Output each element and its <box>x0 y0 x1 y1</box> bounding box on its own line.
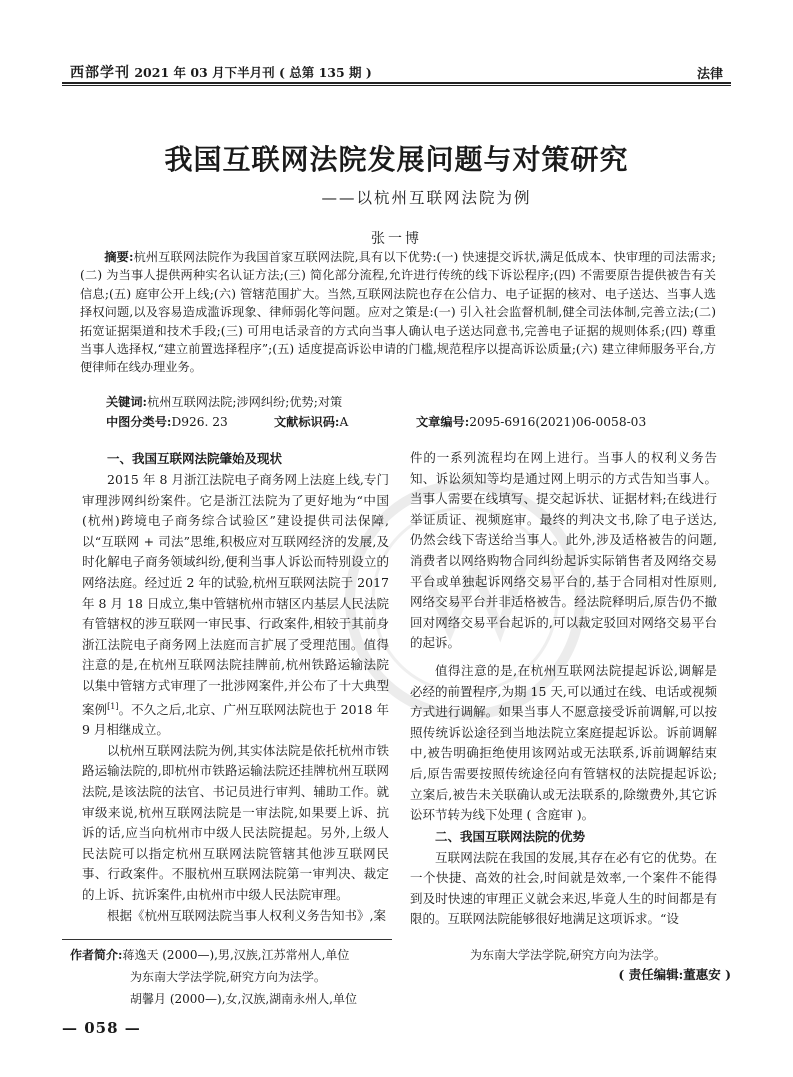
paragraph: 以杭州互联网法院为例,其实体法院是依托杭州市铁路运输法院的,即杭州市铁路运输法院还挂牌杭州互联网法院,是该法院的法官、书记员进行审判、辅助工作。就审级来说,杭州互联网法院是一审法院,如果要上诉、抗诉的话,应当向杭州市中级人民法院提起。另外,上级人民法院可以指定杭州互联网法院管辖其他涉互联网民事、行政案件。不服杭州互联网法院第一审判决、裁定的上诉、抗诉案件,由杭州市中级人民法院审理。 <box>82 742 389 903</box>
keywords-label: 关键词: <box>106 395 148 409</box>
issue-info: 2021 年 03 月下半月刊 ( 总第 135 期 ) <box>134 65 372 80</box>
footnote-rule <box>62 939 392 940</box>
section-label: 法律 <box>696 67 723 82</box>
body-column-left <box>82 448 389 926</box>
keywords <box>106 393 716 410</box>
paragraph-continued: 件的一系列流程均在网上进行。当事人的权利义务告知、诉讼须知等均是通过网上明示的方式告知当事人。当事人需要在线填写、提交起诉状、证据材料;在线进行举证质证、视频庭审。最终的判决文书,除了电子送达,仍然会线下寄送给当事人。此外,涉及适格被告的问题,消费者以网络购物合同纠纷起诉实际销售者及网络交易平台或单独起诉网络交易平台的,基于合同相对性原则,网络交易平台并非适格被告。经法院释明后,原告仍不撤回对网络交易平台起诉的,可以裁定驳回对网络交易平台的起诉。 <box>410 450 717 651</box>
paragraph: 值得注意的是,在杭州互联网法院提起诉讼,调解是必经的前置程序,为期 15 天,可以通过在线、电话或视频方式进行调解。如果当事人不愿意接受诉前调解,可以按照传统诉讼途径到当地法院立案庭提起诉讼。诉前调解中,被告明确拒绝使用该网站或无法联系,诉前调解结束后,原告需要按照传统途径向有管辖权的法院提起诉讼;立案后,被告未关联确认或无法联系的,除缴费外,其它诉讼环节转为线下处理 ( 含庭审 )。 <box>410 662 717 823</box>
body-column-right <box>410 448 717 930</box>
footnote-author1-line2: 为东南大学法学院,研究方向为法学。 <box>130 970 326 984</box>
journal-name: 西部学刊 <box>70 65 130 81</box>
paragraph: 2015 年 8 月浙江法院电子商务网上法庭上线,专门审理涉网纠纷案件。它是浙江法院为了更好地为“中国(杭州)跨境电子商务综合试验区”建设提供司法保障,以“互联网 + 司法”思维,积极应对互联网经济的发展,及时化解电子商务领域纠纷,便利当事人诉讼而特别设立的网络法庭。经过近 2 年的试验,杭州互联网法院于 2017 年 8 月 18 日成立,集中管辖杭州市辖区内基层人民法院有管辖权的涉互联网一审民事、行政案件,相较于其前身浙江法院电子商务网上法庭而言扩展了受理范围。值得注意的是,在杭州互联网法院挂牌前,杭州铁路运输法院以集中管辖方式审理了一批涉网案件,并公布了十大典型案例[1]。不久之后,北京、广州互联网法院也于 2018 年 9 月相继成立。 <box>82 472 389 738</box>
author-name: 张一博 <box>371 231 422 247</box>
abstract-text: 杭州互联网法院作为我国首家互联网法院,具有以下优势:(一) 快速提交诉状,满足低成本、快审理的司法需求;(二) 为当事人提供两种实名认证方法;(三) 简化部分流程,允许进行传统的线下诉讼程序;(四) 不需要原告提供被告有关信息;(五) 庭审公开上线;(六) 管辖范围扩大。当然,互联网法院也存在公信力、电子证据的核对、电子送达、当事人选择权问题,以及容易造成滥诉现象、律师弱化等问题。应对之策是:(一) 引入社会监督机制,健全司法体制,完善立法;(二) 拓宽证据渠道和技术手段;(三) 可用电话录音的方式向当事人确认电子送达同意书,完善电子证据的规则体系;(四) 尊重当事人选择权,“建立前置选择程序”;(五) 适度提高诉讼申请的门槛,规范程序以提高诉讼质量;(六) 建立律师服务平台,方便律师在线办理业务。 <box>80 250 717 375</box>
header-rule <box>62 82 731 84</box>
footnote-author1-line1: 作者简介:蒋逸天 (2000—),男,汉族,江苏常州人,单位 <box>70 948 350 962</box>
paper-subtitle: ——以杭州互联网法院为例 <box>321 189 532 207</box>
paper-title: 我国互联网法院发展问题与对策研究 <box>164 143 629 176</box>
footnote-author2-line2: 为东南大学法学院,研究方向为法学。 <box>470 948 666 962</box>
footnote-author2-line1: 胡馨月 (2000—),女,汉族,湖南永州人,单位 <box>130 992 357 1006</box>
citation-ref: [1] <box>107 701 119 711</box>
doc-code-label: 文献标识码: <box>274 415 340 429</box>
article-number-label: 文章编号: <box>416 415 470 429</box>
running-header <box>70 62 372 82</box>
section-heading-1: 一、我国互联网法院肇始及现状 <box>107 451 283 466</box>
abstract-label: 摘要: <box>104 250 134 264</box>
paragraph: 根据《杭州互联网法院当事人权利义务告知书》,案 <box>107 907 386 923</box>
keywords-text: 杭州互联网法院;涉网纠纷;优势;对策 <box>147 395 343 409</box>
header-rule-thin <box>62 85 731 86</box>
doc-code-value: A <box>339 415 349 429</box>
footnote-label: 作者简介: <box>70 948 123 962</box>
paragraph: 互联网法院在我国的发展,其存在必有它的优势。在一个快捷、高效的社会,时间就是效率,一个案件不能得到及时快速的审理正义就会来迟,毕竟人生的时间都是有限的。互联网法院能够很好地满足这项诉求。“设 <box>410 849 717 927</box>
section-heading-2: 二、我国互联网法院的优势 <box>435 828 586 844</box>
abstract <box>80 248 716 377</box>
responsible-editor: ( 责任编辑:董惠安 ) <box>618 967 731 982</box>
clc-label: 中图分类号: <box>106 415 172 429</box>
page-number: — 058 — <box>62 1019 141 1037</box>
article-number-value: 2095-6916(2021)06-0058-03 <box>469 415 647 429</box>
clc-value: D926. 23 <box>171 415 228 429</box>
